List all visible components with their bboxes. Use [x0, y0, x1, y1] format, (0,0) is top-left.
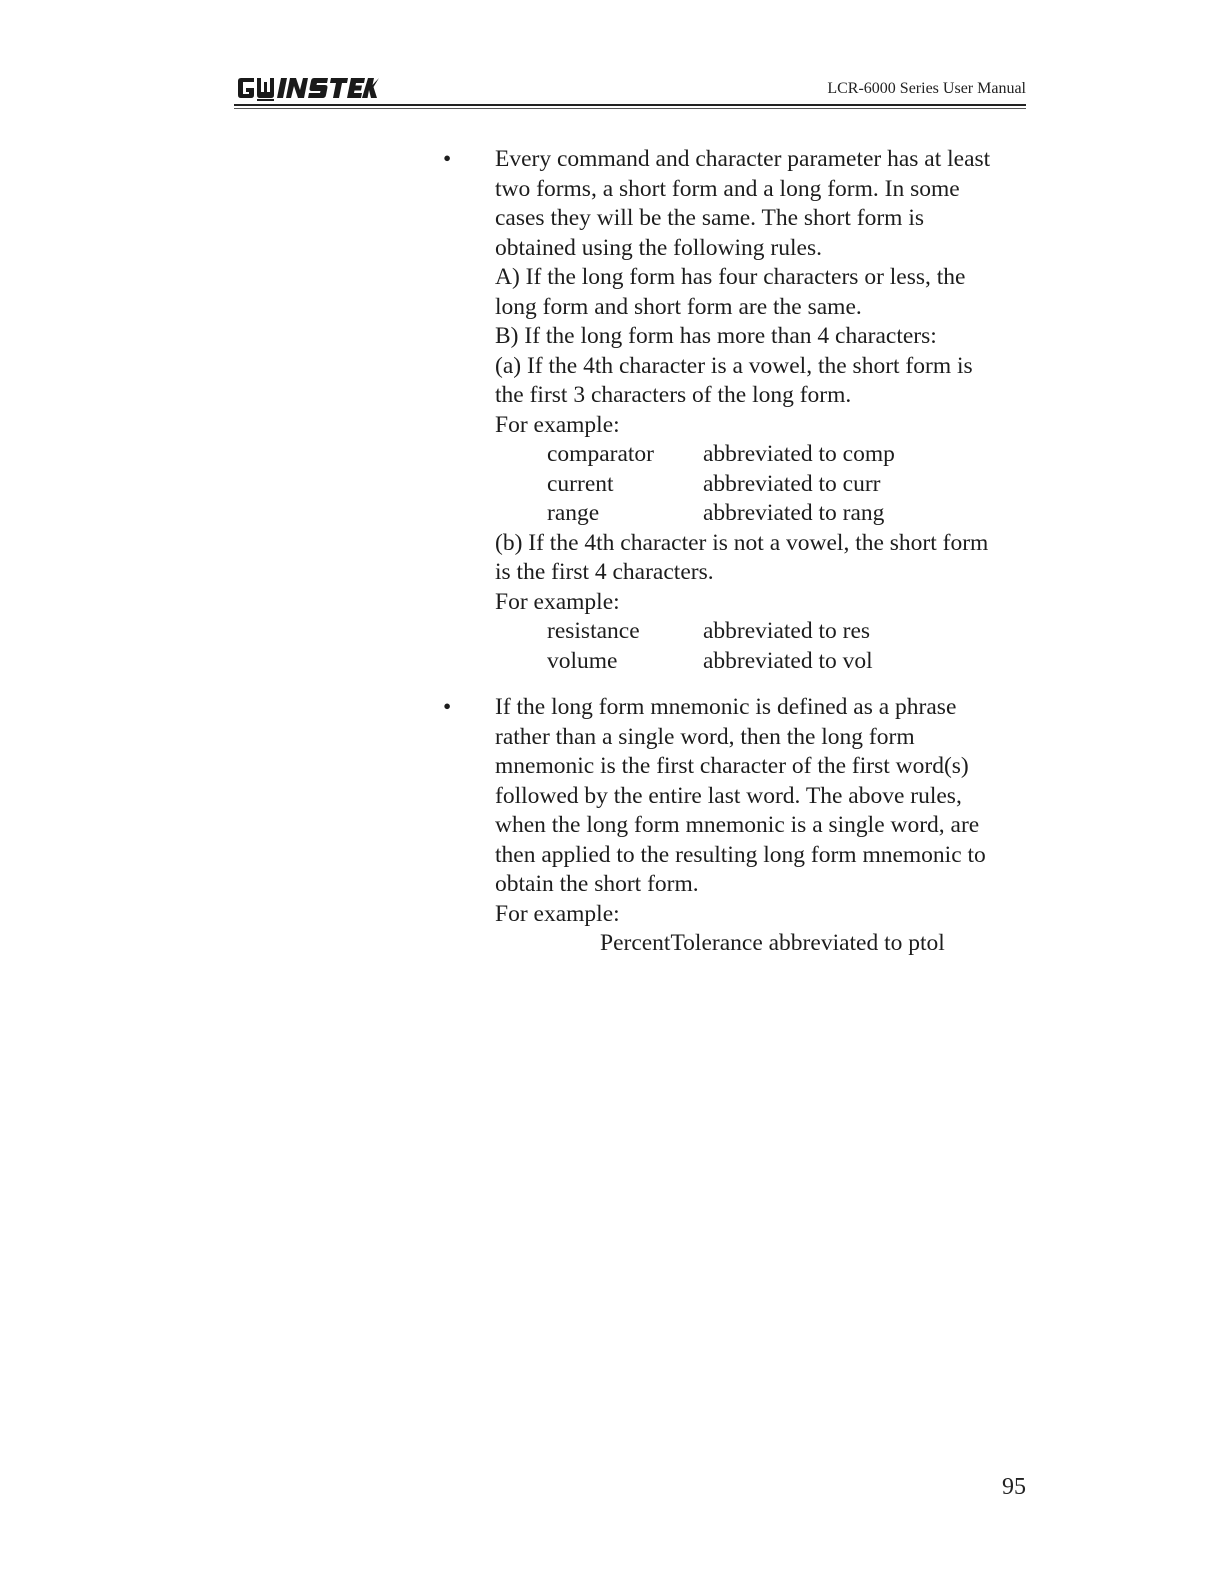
text-line: long form and short form are the same. [495, 293, 862, 320]
text-line: when the long form mnemonic is a single word, are [495, 812, 980, 838]
example-row [495, 617, 1032, 647]
example-word: range [547, 500, 600, 526]
text-line: then applied to the resulting long form mnemonic to [495, 841, 986, 868]
bullet-item-phrase-mnemonic [437, 693, 1032, 959]
text-line: mnemonic is the first character of the first word(s) [495, 753, 969, 779]
text-line: For example: [495, 411, 620, 438]
text-line: followed by the entire last word. The above rules, [495, 782, 962, 809]
example-word: resistance [547, 618, 640, 644]
text-line: (b) If the 4th character is not a vowel, the short form [495, 529, 989, 556]
text-line: two forms, a short form and a long form. In some [495, 175, 960, 202]
text-line: cases they will be the same. The short form is [495, 205, 924, 231]
bullet-icon: • [443, 694, 452, 720]
text-line: obtain the short form. [495, 871, 699, 897]
example-word: comparator [547, 441, 655, 467]
example-abbreviation: abbreviated to curr [703, 470, 881, 497]
text-line: obtained using the following rules. [495, 234, 822, 261]
page-content [437, 145, 1032, 959]
text-line: Every command and character parameter has at least [495, 146, 991, 172]
page-header [234, 72, 1026, 108]
example-row [495, 440, 1032, 470]
text-line: rather than a single word, then the long form [495, 723, 915, 750]
text-line: For example: [495, 900, 620, 927]
example-abbreviation: abbreviated to res [703, 618, 871, 644]
text-line: the first 3 characters of the long form. [495, 382, 852, 408]
example-abbreviation: abbreviated to vol [703, 647, 873, 674]
text-line: (a) If the 4th character is a vowel, the short form is [495, 352, 973, 379]
example-row [495, 647, 1032, 677]
text-line: For example: [495, 588, 620, 615]
example-row [495, 499, 1032, 529]
example-line: PercentTolerance abbreviated to ptol [600, 930, 945, 956]
text-line: If the long form mnemonic is defined as a phrase [495, 694, 957, 720]
bullet-icon: • [443, 146, 452, 172]
text-line: is the first 4 characters. [495, 559, 714, 585]
text-line: A) If the long form has four characters or less, the [495, 264, 966, 290]
text-line: B) If the long form has more than 4 characters: [495, 323, 937, 349]
example-abbreviation: abbreviated to rang [703, 500, 885, 526]
page-number: 95 [1002, 1474, 1026, 1500]
bullet-item-short-form-rules [437, 145, 1032, 676]
gw-instek-logo [237, 75, 379, 101]
header-divider-thin [234, 108, 1026, 109]
example-row [495, 470, 1032, 500]
example-abbreviation: abbreviated to comp [703, 441, 895, 467]
manual-title: LCR-6000 Series User Manual [827, 80, 1026, 97]
header-divider [234, 104, 1026, 106]
example-word: volume [547, 647, 618, 674]
example-word: current [547, 470, 614, 497]
